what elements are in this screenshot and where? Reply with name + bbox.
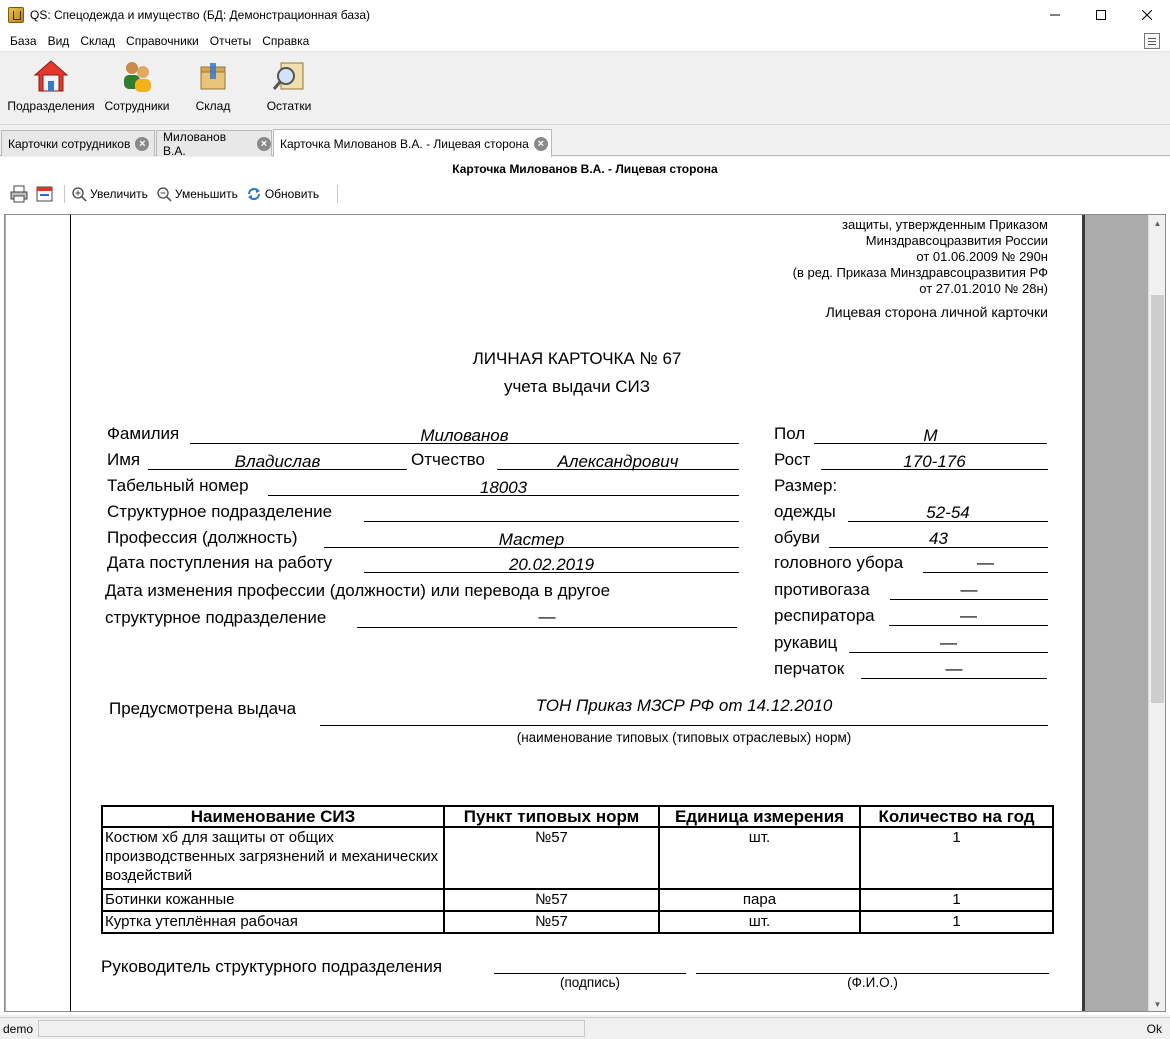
table-cell-qty: 1 [860,889,1053,911]
height-value: 170-176 [903,452,966,471]
stock-label: Остатки [266,99,312,113]
employees-button[interactable] [104,59,170,119]
signature-underline [494,973,686,974]
zoom-in-label: Увеличить [90,187,148,201]
zoom-in-icon [71,186,87,202]
window-controls [1032,0,1170,30]
headwear-value: — [977,553,994,572]
patronymic-label: Отчество [411,450,485,469]
maximize-icon [1096,10,1106,20]
tab-label: Карточка Милованов В.А. - Лицевая сторона [280,136,529,151]
zoom-out-icon [156,186,172,202]
close-tab-icon[interactable]: × [135,137,149,151]
change-label-line2: структурное подразделение [105,608,327,627]
table-cell-name: Ботинки кожанные [102,889,444,911]
header-line: от 27.01.2010 № 28н) [919,281,1048,296]
close-tab-icon[interactable]: × [257,137,271,151]
gloves-value: — [945,659,963,678]
status-bar [0,1017,1170,1039]
app-icon [8,7,24,23]
zoom-out-label: Уменьшить [174,187,238,201]
page-left-border [70,215,71,1012]
print-icon[interactable] [10,185,28,203]
minimize-button[interactable] [1032,0,1078,30]
clothes-value: 52-54 [926,503,970,522]
document-title: Карточка Милованов В.А. - Лицевая сторона [452,162,718,176]
table-cell-unit: шт. [659,827,860,889]
menu-otchety[interactable]: Отчеты [209,33,252,48]
header-line: защиты, утвержденным Приказом [842,217,1048,232]
people-icon [119,59,155,93]
table-cell-name: Куртка утеплённая рабочая [102,911,444,933]
status-ok: Ok [1146,1022,1162,1036]
fio-caption: (Ф.И.О.) [847,975,898,990]
scroll-up-icon[interactable]: ▲ [1153,219,1162,228]
column-header: Наименование СИЗ [102,806,444,827]
main-toolbar [0,53,1170,125]
status-message-box [38,1020,585,1037]
shoes-label: обуви [774,528,820,547]
hire-date-label: Дата поступления на работу [107,553,333,572]
siz-table [101,805,1054,934]
tab-label: Карточки сотрудников [8,136,131,151]
stock-button[interactable] [264,59,314,119]
table-cell-norm: №57 [444,827,659,889]
maximize-button[interactable] [1078,0,1124,30]
table-cell-name: Костюм хб для защиты от общих производственных загрязнений и механических воздействий [102,827,444,889]
column-header: Количество на год [860,806,1053,827]
minimize-icon [1050,10,1060,20]
tab-number-label: Табельный номер [107,476,249,495]
tab-bar [0,128,1170,156]
table-cell-unit: шт. [659,911,860,933]
house-icon [33,59,69,93]
change-date-value: — [538,607,556,626]
menu-baza[interactable]: База [10,33,37,48]
toolbar-separator [64,185,65,203]
name-value: Владислав [234,452,321,471]
clothes-label: одежды [774,502,836,521]
card-subtitle: учета выдачи СИЗ [503,377,651,396]
mittens-label: рукавиц [774,633,838,652]
close-tab-icon[interactable]: × [534,137,548,151]
viewport-background [1085,215,1147,1012]
table-cell-norm: №57 [444,911,659,933]
respirator-value: — [960,606,977,625]
scrollbar-thumb[interactable] [1151,295,1164,703]
document-area [0,157,1170,1015]
refresh-icon [246,186,262,202]
table-row [102,911,1053,933]
surname-label: Фамилия [107,424,180,443]
provision-underline [320,725,1048,726]
menu-bar [0,30,1170,52]
tab-number-value: 18003 [479,478,528,497]
height-label: Рост [774,450,811,469]
export-icon[interactable] [36,185,54,203]
card-title: ЛИЧНАЯ КАРТОЧКА № 67 [472,349,682,368]
scroll-down-icon[interactable]: ▼ [1153,1000,1162,1009]
side-label: Лицевая сторона личной карточки [825,304,1048,320]
shoes-value: 43 [929,529,948,548]
toolbar-separator [337,185,338,203]
column-header: Единица измерения [659,806,860,827]
box-icon [195,59,231,93]
vertical-scrollbar[interactable] [1148,215,1165,1012]
column-header: Пункт типовых норм [444,806,659,827]
close-icon [1142,10,1152,20]
tab-card-front[interactable] [273,129,552,157]
surname-value: Милованов [420,426,509,445]
provision-value: ТОН Приказ МЗСР РФ от 14.12.2010 [535,696,833,715]
departments-label: Подразделения [7,99,95,113]
employees-label: Сотрудники [104,99,170,113]
gloves-label: перчаток [774,659,845,678]
size-label: Размер: [774,476,838,495]
provision-label: Предусмотрена выдача [109,699,297,718]
profession-label: Профессия (должность) [107,528,298,547]
patronymic-value: Александрович [557,452,679,471]
departments-button[interactable] [8,59,94,119]
warehouse-label: Склад [195,99,231,113]
document-toolbar [0,182,1170,206]
tab-label: Милованов В.А. [163,129,227,158]
department-underline [364,521,739,522]
window-list-icon[interactable] [1144,33,1160,49]
menu-spravochniki[interactable]: Справочники [126,33,199,48]
change-label-line1: Дата изменения профессии (должности) или перевода в другое [105,581,611,600]
report-page [6,215,1083,1012]
title-bar [0,0,1170,30]
head-of-dept-label: Руководитель структурного подразделения [101,957,443,976]
norms-caption: (наименование типовых (типовых отраслевых) норм) [516,730,852,745]
headwear-label: головного убора [774,553,904,572]
gasmask-label: противогаза [774,580,870,599]
profession-value: Мастер [498,530,565,549]
fio-underline [696,973,1049,974]
table-row [102,827,1053,889]
zoom-out-button[interactable] [156,186,238,202]
header-line: от 01.06.2009 № 290н [916,249,1048,264]
status-user: demo [3,1022,34,1036]
hire-date-value: 20.02.2019 [508,555,595,574]
menu-vid[interactable]: Вид [47,33,70,48]
report-viewport[interactable] [4,214,1166,1012]
change-date-underline [357,627,737,628]
gender-label: Пол [774,424,806,443]
gender-value: М [923,426,938,445]
gasmask-value: — [960,580,978,599]
table-cell-qty: 1 [860,827,1053,889]
magnifier-icon [271,59,307,93]
refresh-label: Обновить [264,187,320,201]
mittens-value: — [940,633,957,652]
tab-milovanov[interactable] [156,130,272,156]
respirator-label: респиратора [774,606,875,625]
table-row [102,889,1053,911]
header-line: (в ред. Приказа Минздравсоцразвития РФ [792,265,1048,280]
header-line: Минздравсоцразвития России [865,233,1048,248]
warehouse-button[interactable] [190,59,236,119]
table-header-row [102,806,1053,827]
tab-employee-cards[interactable] [1,130,155,156]
menu-sklad[interactable]: Склад [80,33,116,48]
window-title: QS: Спецодежда и имущество (БД: Демонстрационная база) [30,8,371,22]
close-window-button[interactable] [1124,0,1170,30]
zoom-in-button[interactable] [71,186,148,202]
name-label: Имя [107,450,141,469]
refresh-button[interactable] [246,186,319,202]
table-cell-unit: пара [659,889,860,911]
menu-spravka[interactable]: Справка [262,33,310,48]
signature-caption: (подпись) [559,975,621,990]
department-label: Структурное подразделение [107,502,333,521]
table-cell-qty: 1 [860,911,1053,933]
table-cell-norm: №57 [444,889,659,911]
